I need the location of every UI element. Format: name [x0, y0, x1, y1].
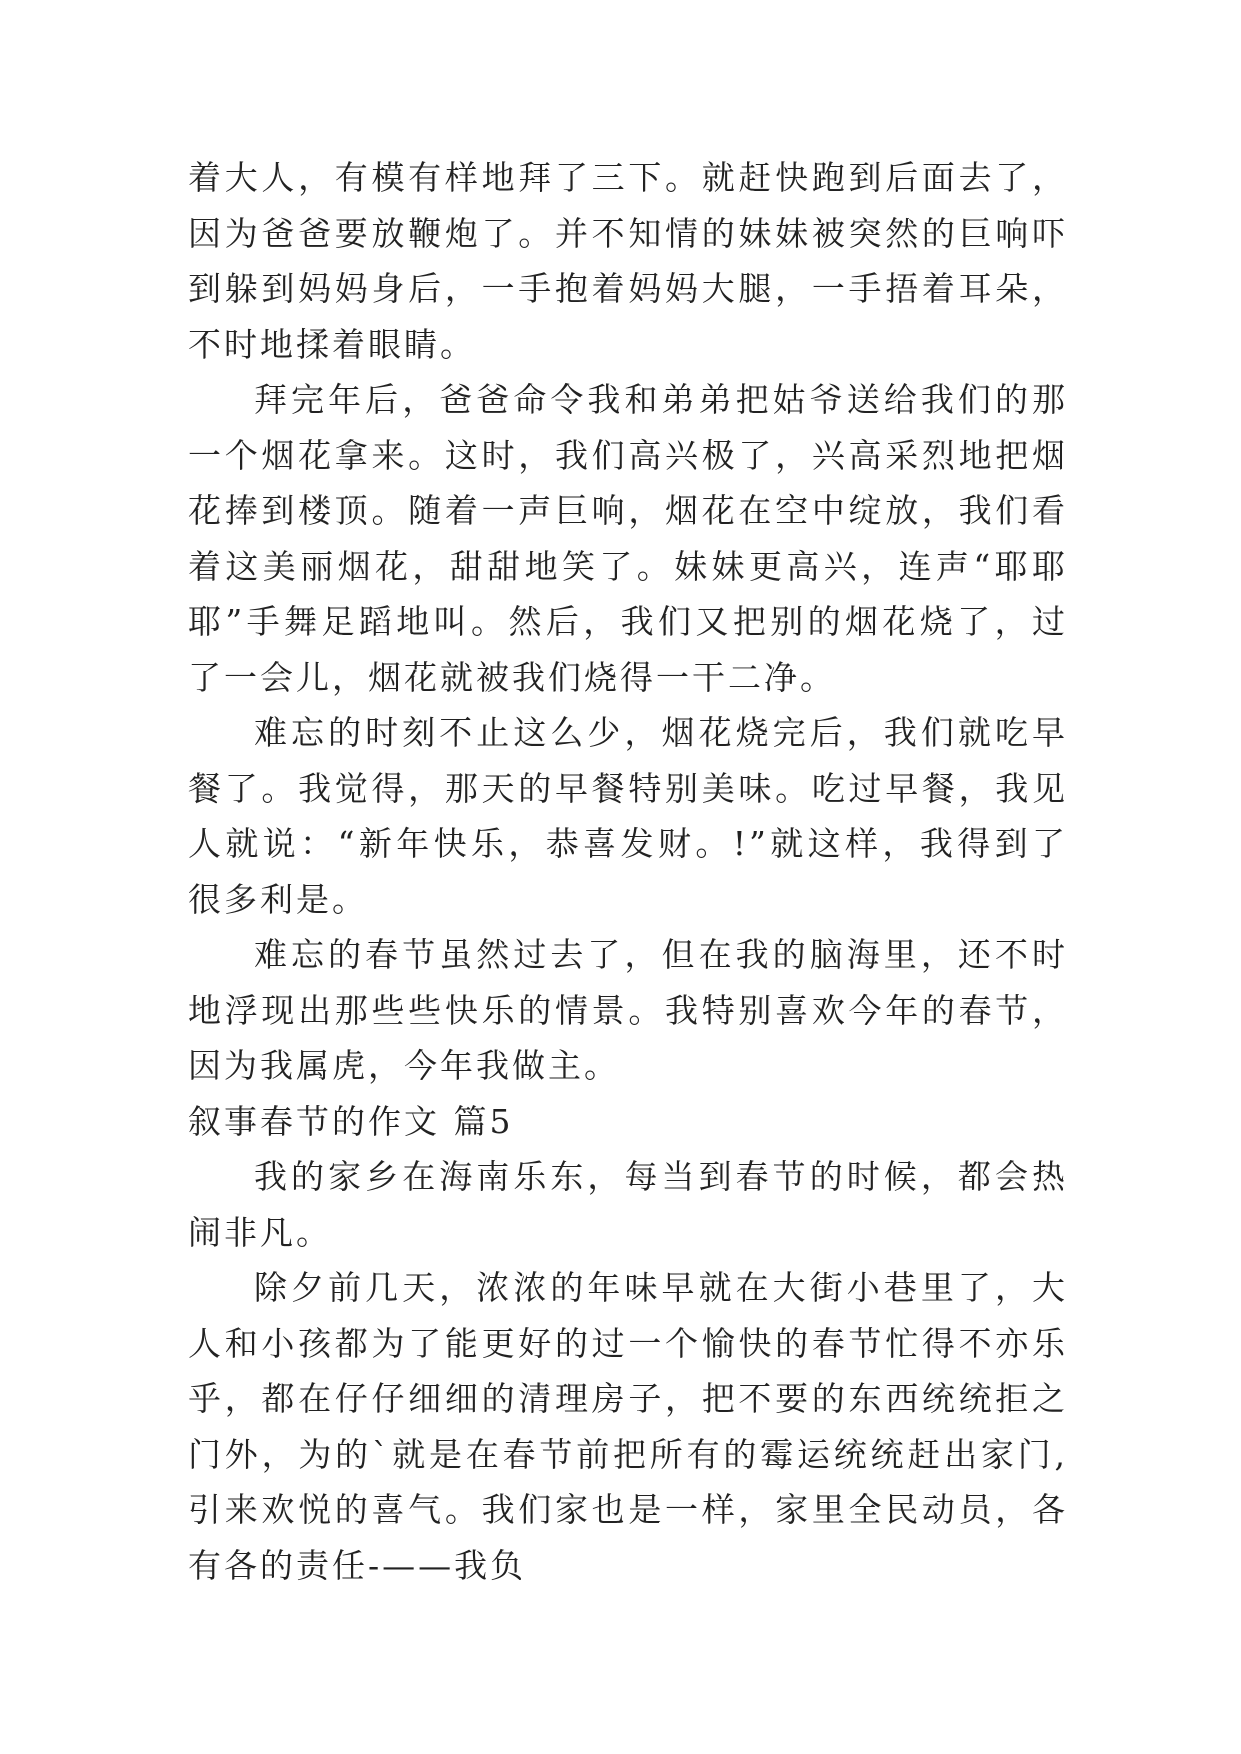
paragraph-6: 除夕前几天，浓浓的年味早就在大街小巷里了，大人和小孩都为了能更好的过一个愉快的春节忙得不亦乐乎，都在仔仔细细的清理房子，把不要的东西统统拒之门外，为的`就是在春节前把所有的霉运统统赶出家门,引来欢悦的喜气。我们家也是一样，家里全民动员，各有各的责任-——我负 [188, 1268, 1068, 1585]
paragraph-1: 着大人，有模有样地拜了三下。就赶快跑到后面去了，因为爸爸要放鞭炮了。并不知情的妹妹被突然的巨响吓到躲到妈妈身后，一手抱着妈妈大腿，一手捂着耳朵，不时地揉着眼睛。 [188, 158, 1068, 364]
paragraph-3: 难忘的时刻不止这么少，烟花烧完后，我们就吃早餐了。我觉得，那天的早餐特别美味。吃过早餐，我见人就说：“新年快乐，恭喜发财。!”就这样，我得到了很多利是。 [188, 713, 1068, 919]
document-body [188, 150, 1068, 1593]
paragraph-5: 我的家乡在海南乐东，每当到春节的时候，都会热闹非凡。 [188, 1157, 1068, 1252]
section-heading: 叙事春节的作文 篇5 [188, 1101, 514, 1141]
paragraph-2: 拜完年后，爸爸命令我和弟弟把姑爷送给我们的那一个烟花拿来。这时，我们高兴极了，兴高采烈地把烟花捧到楼顶。随着一声巨响，烟花在空中绽放，我们看着这美丽烟花，甜甜地笑了。妹妹更高兴，连声“耶耶耶”手舞足蹈地叫。然后，我们又把别的烟花烧了，过了一会儿，烟花就被我们烧得一干二净。 [188, 380, 1068, 697]
paragraph-4: 难忘的春节虽然过去了，但在我的脑海里，还不时地浮现出那些些快乐的情景。我特别喜欢今年的春节，因为我属虎，今年我做主。 [188, 935, 1068, 1085]
